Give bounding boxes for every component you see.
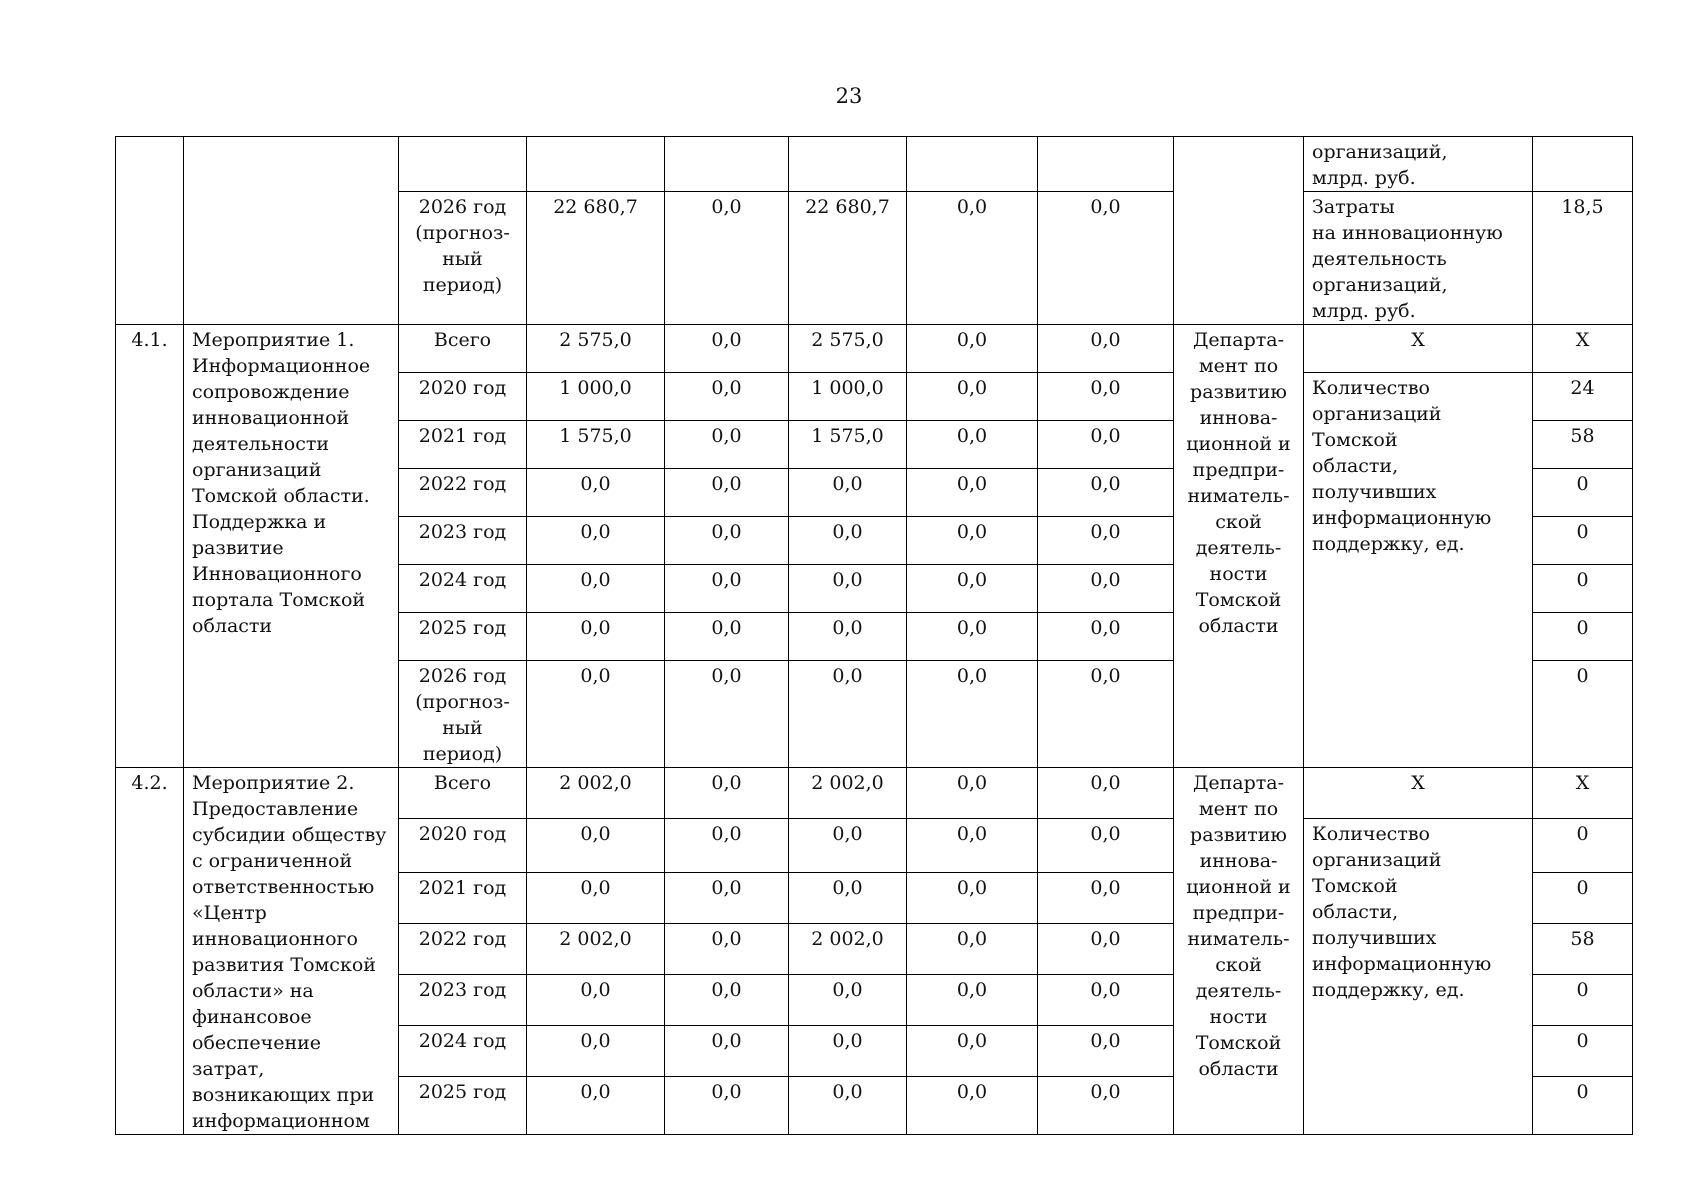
value-cell: 0,0 (789, 661, 907, 768)
value-cell: 0,0 (907, 975, 1038, 1026)
year-cell: 2025 год (399, 1077, 527, 1135)
value-cell: 0,0 (665, 1077, 789, 1135)
value-cell: 0,0 (527, 975, 665, 1026)
value-cell: 0,0 (1038, 975, 1174, 1026)
value-cell: 0,0 (665, 819, 789, 873)
value-cell: 0,0 (665, 373, 789, 421)
budget-table (115, 136, 1633, 1135)
event-name: Мероприятие 2. Предоставление субсидии обществу с ограниченной ответственностью «Центр инновационного развития Томской области» на финансовое обеспечение затрат, возникающих при информационном (184, 768, 399, 1135)
target-cell: 0 (1533, 975, 1633, 1026)
target-cell: 0 (1533, 1077, 1633, 1135)
indicator-cell: Количество организаций Томской области, получивших информационную поддержку, ед. (1304, 373, 1533, 768)
year-cell: 2023 год (399, 975, 527, 1026)
value-cell: 2 575,0 (527, 325, 665, 373)
value-cell: 0,0 (1038, 924, 1174, 975)
value-cell: 0,0 (527, 661, 665, 768)
year-cell (399, 137, 527, 192)
year-cell: 2024 год (399, 565, 527, 613)
value-cell: 1 575,0 (789, 421, 907, 469)
target-cell: 0 (1533, 565, 1633, 613)
value-cell: 0,0 (789, 975, 907, 1026)
value-cell: 0,0 (665, 613, 789, 661)
page-number: 23 (835, 84, 863, 108)
value-cell: 0,0 (907, 565, 1038, 613)
value-cell: 0,0 (789, 469, 907, 517)
indicator-cell: Количество организаций Томской области, получивших информационную поддержку, ед. (1304, 819, 1533, 1135)
value-cell: 0,0 (1038, 1077, 1174, 1135)
value-cell: 0,0 (665, 517, 789, 565)
value-cell: 0,0 (907, 613, 1038, 661)
value-cell: 0,0 (1038, 1026, 1174, 1077)
value-cell: 0,0 (665, 924, 789, 975)
value-cell: 0,0 (789, 1077, 907, 1135)
value-cell: 1 575,0 (527, 421, 665, 469)
value-cell: 0,0 (907, 924, 1038, 975)
value-cell: 0,0 (1038, 661, 1174, 768)
year-cell: 2025 год (399, 613, 527, 661)
target-cell: 0 (1533, 469, 1633, 517)
year-cell: Всего (399, 768, 527, 819)
value-cell: 0,0 (527, 613, 665, 661)
executor-cell: Департа- мент по развитию иннова- ционной и предпри- ниматель- ской деятель- ности Томской области (1174, 768, 1304, 1135)
executor-cell: Департа- мент по развитию иннова- ционной и предпри- ниматель- ской деятель- ности Томской области (1174, 325, 1304, 768)
year-cell: 2022 год (399, 469, 527, 517)
value-cell: 0,0 (907, 661, 1038, 768)
value-cell: 0,0 (907, 1026, 1038, 1077)
value-cell: 0,0 (907, 873, 1038, 924)
year-cell: 2020 год (399, 819, 527, 873)
value-cell: 0,0 (907, 819, 1038, 873)
value-cell: 0,0 (665, 565, 789, 613)
value-cell: 22 680,7 (527, 192, 665, 325)
event-number: 4.1. (116, 325, 184, 768)
target-cell: 0 (1533, 661, 1633, 768)
value-cell: 0,0 (1038, 873, 1174, 924)
value-cell: 2 002,0 (527, 768, 665, 819)
year-cell: 2026 год (прогноз- ный период) (399, 192, 527, 325)
target-cell: 24 (1533, 373, 1633, 421)
value-cell: 2 002,0 (789, 924, 907, 975)
value-cell: 0,0 (665, 975, 789, 1026)
name-cell (184, 137, 399, 325)
target-cell: 0 (1533, 517, 1633, 565)
value-cell: 0,0 (527, 1026, 665, 1077)
table-row (116, 137, 1633, 192)
indicator-cell: X (1304, 768, 1533, 819)
value-cell: 0,0 (665, 768, 789, 819)
value-cell: 0,0 (527, 469, 665, 517)
value-cell: 0,0 (527, 517, 665, 565)
value-cell: 0,0 (907, 1077, 1038, 1135)
value-cell: 0,0 (907, 421, 1038, 469)
value-cell (789, 137, 907, 192)
value-cell: 0,0 (1038, 421, 1174, 469)
value-cell: 0,0 (1038, 469, 1174, 517)
target-cell: X (1533, 325, 1633, 373)
target-cell: 0 (1533, 873, 1633, 924)
value-cell: 0,0 (789, 613, 907, 661)
value-cell: 2 575,0 (789, 325, 907, 373)
table-body (116, 137, 1633, 1135)
value-cell: 0,0 (665, 661, 789, 768)
value-cell: 0,0 (789, 517, 907, 565)
year-cell: 2022 год (399, 924, 527, 975)
value-cell: 0,0 (789, 565, 907, 613)
table-row (116, 325, 1633, 373)
value-cell (907, 137, 1038, 192)
value-cell: 0,0 (907, 192, 1038, 325)
year-cell: 2023 год (399, 517, 527, 565)
value-cell: 0,0 (1038, 565, 1174, 613)
value-cell: 0,0 (1038, 373, 1174, 421)
year-cell: 2020 год (399, 373, 527, 421)
year-cell: 2021 год (399, 873, 527, 924)
value-cell: 0,0 (665, 192, 789, 325)
value-cell (527, 137, 665, 192)
target-cell: X (1533, 768, 1633, 819)
value-cell: 0,0 (1038, 325, 1174, 373)
value-cell: 2 002,0 (527, 924, 665, 975)
value-cell: 1 000,0 (527, 373, 665, 421)
value-cell: 0,0 (527, 819, 665, 873)
value-cell: 2 002,0 (789, 768, 907, 819)
target-cell: 18,5 (1533, 192, 1633, 325)
value-cell: 0,0 (665, 469, 789, 517)
executor-cell (1174, 137, 1304, 325)
value-cell: 0,0 (1038, 819, 1174, 873)
target-cell: 58 (1533, 421, 1633, 469)
table-row (116, 768, 1633, 819)
target-cell: 0 (1533, 819, 1633, 873)
value-cell: 0,0 (665, 1026, 789, 1077)
value-cell (665, 137, 789, 192)
number-cell (116, 137, 184, 325)
target-cell: 0 (1533, 1026, 1633, 1077)
year-cell: 2024 год (399, 1026, 527, 1077)
value-cell: 1 000,0 (789, 373, 907, 421)
year-cell: Всего (399, 325, 527, 373)
target-cell: 0 (1533, 613, 1633, 661)
value-cell (1038, 137, 1174, 192)
value-cell: 0,0 (907, 469, 1038, 517)
value-cell: 0,0 (665, 325, 789, 373)
target-cell (1533, 137, 1633, 192)
value-cell: 0,0 (907, 373, 1038, 421)
target-cell: 58 (1533, 924, 1633, 975)
year-cell: 2021 год (399, 421, 527, 469)
value-cell: 0,0 (1038, 192, 1174, 325)
indicator-cell: Затраты на инновационную деятельность организаций, млрд. руб. (1304, 192, 1533, 325)
value-cell: 0,0 (527, 1077, 665, 1135)
indicator-cell: X (1304, 325, 1533, 373)
event-number: 4.2. (116, 768, 184, 1135)
value-cell: 0,0 (665, 873, 789, 924)
value-cell: 0,0 (907, 768, 1038, 819)
value-cell: 0,0 (789, 873, 907, 924)
value-cell: 0,0 (907, 517, 1038, 565)
value-cell: 0,0 (789, 819, 907, 873)
value-cell: 0,0 (527, 565, 665, 613)
value-cell: 22 680,7 (789, 192, 907, 325)
indicator-cell: организаций, млрд. руб. (1304, 137, 1533, 192)
value-cell: 0,0 (1038, 768, 1174, 819)
value-cell: 0,0 (1038, 517, 1174, 565)
value-cell: 0,0 (665, 421, 789, 469)
event-name: Мероприятие 1. Информационное сопровождение инновационной деятельности организаций Томской области. Поддержка и развитие Инновационного портала Томской области (184, 325, 399, 768)
year-cell: 2026 год (прогноз- ный период) (399, 661, 527, 768)
value-cell: 0,0 (907, 325, 1038, 373)
value-cell: 0,0 (1038, 613, 1174, 661)
value-cell: 0,0 (527, 873, 665, 924)
value-cell: 0,0 (789, 1026, 907, 1077)
